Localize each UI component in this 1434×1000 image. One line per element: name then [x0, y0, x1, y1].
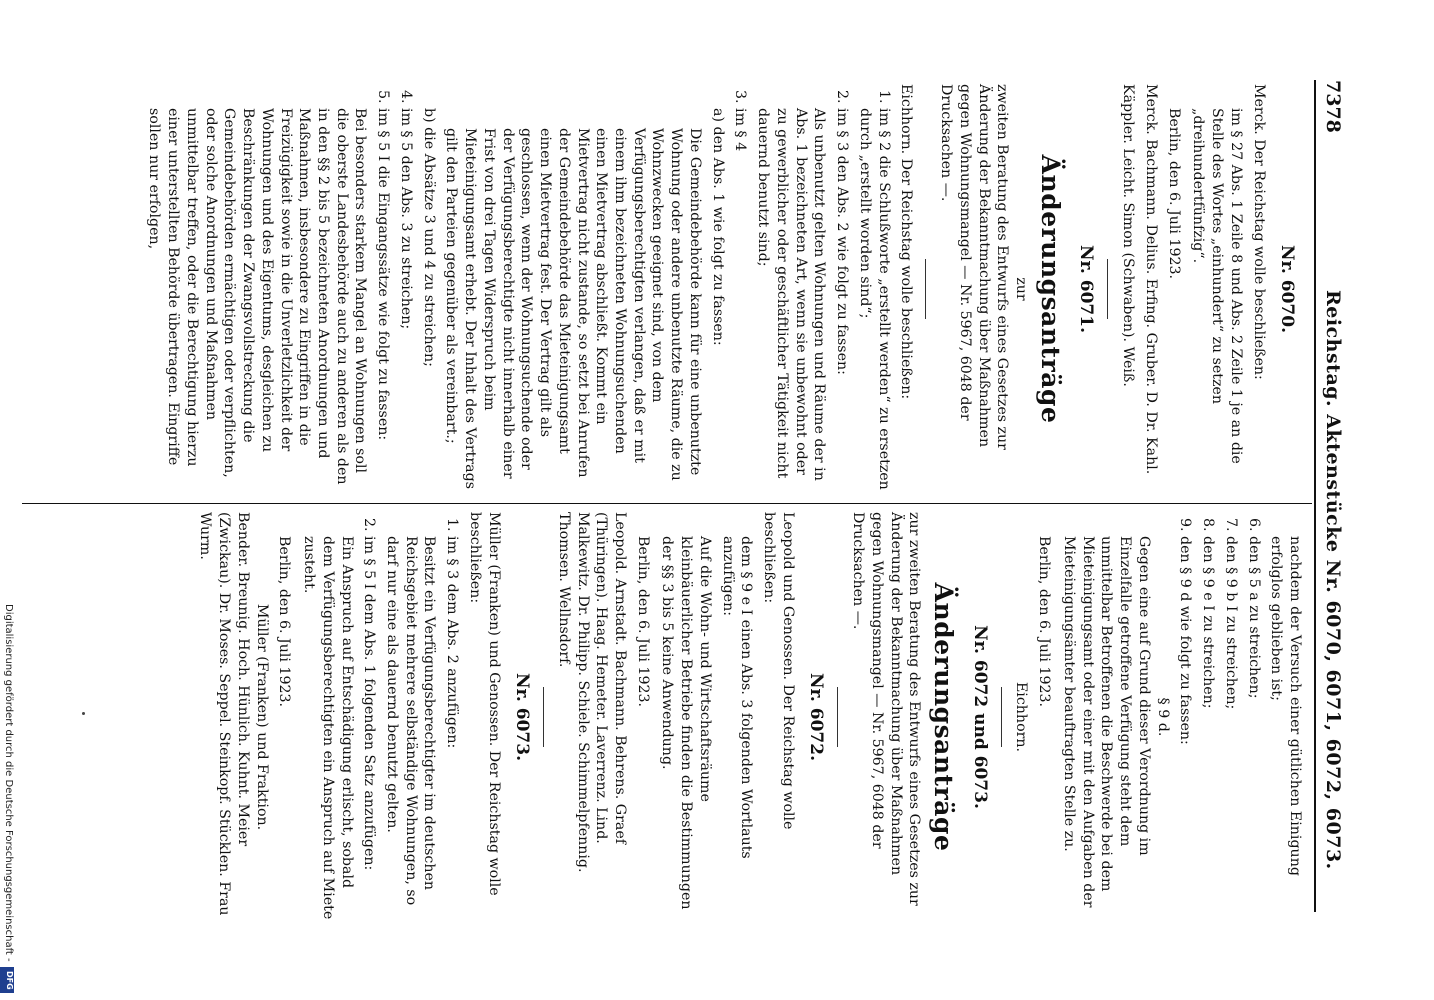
digitization-credit: Digitalisierung gefördert durch die Deutsche Forschungsgemeinschaft -	[3, 604, 14, 962]
page-number: 7378	[1322, 80, 1344, 133]
item9: 9. den § 9 d wie folgt zu fassen:	[1177, 518, 1194, 745]
nr6071-item3: 3. im § 4	[732, 90, 749, 152]
separator	[925, 259, 926, 319]
nr6071-item5: 5. im § 5 I die Eingangssätze wie folgt zu fassen:	[375, 90, 392, 441]
nr6070-title: Nr. 6070.	[1277, 244, 1297, 333]
page-header	[1318, 80, 1344, 900]
nr6072-6073-subject: zur zweiten Beratung des Entwurfs eines Gesetzes zur Änderung der Bekanntmachung über Maßnahmen gegen Wohnungsmangel — Nr. 5967, 6048 der Drucksachen —.	[850, 512, 923, 906]
nr6071-intro: Eichhorn. Der Reichstag wolle beschließen:	[898, 84, 915, 400]
left-column	[141, 84, 1304, 494]
item6: 6. den § 5 a zu streichen;	[1245, 518, 1262, 699]
nr6071-subject: zweiten Beratung des Entwurfs eines Gesetzes zur Änderung der Bekanntmachung über Maßnahmen gegen Wohnungsmangel — Nr. 5967, 6048 der Drucksachen —.	[938, 84, 1011, 450]
paragraph-9d-text: Gegen eine auf Grund dieser Verordnung im Einzelfalle getroffene Verfügung steht dem unmittelbar Betroffenen die Beschwerde bei dem Mieteinigungsamt oder einer mit den Aufgaben der Mieteinigungsämter beauftragten Stelle zu.	[1060, 536, 1152, 908]
nr6071-item2: 2. im § 3 den Abs. 2 wie folgt zu fassen:	[834, 90, 851, 375]
nr6073-intro: Müller (Franken) und Genossen. Der Reichstag wolle beschließen:	[466, 512, 502, 896]
column-divider	[22, 503, 1312, 504]
nr6073-item2-text: Ein Anspruch auf Entschädigung erlischt, sobald dem Verfügungsberechtigten ein Anspruch auf Miete zusteht.	[301, 536, 355, 920]
nr6072-signers: Leopold. Arnstadt. Bachmann. Behrens. Graef (Thüringen). Haag. Hemeter. Laverrenz. Lind. Malkewitz. Dr. Philipp. Schiele. Schimmelpfennig. Thomsen. Wellnsdorf.	[555, 512, 629, 873]
nr6070-text: im § 27 Abs. 1 Zeile 8 und Abs. 2 Zeile 1 je an die Stelle des Wortes „einhundert“ zu setzen „dreihundertfünfzig“.	[1190, 108, 1244, 464]
nr6073-item1: 1. im § 3 dem Abs. 2 anzufügen:	[444, 518, 461, 749]
nr6071-heading: Änderungsanträge	[1035, 154, 1065, 424]
scan-speck	[82, 712, 85, 715]
nr6072-text: dem § 9 e I einen Abs. 3 folgenden Wortlauts anzufügen:	[719, 536, 755, 859]
dfg-logo: DFG	[0, 967, 14, 993]
nr6071-item2-text: Als unbenutzt gelten Wohnungen und Räume der in Abs. 1 bezeichneten Art, wenn sie unbewohnt oder zu gewerblicher oder geschäftlicher Tätigkeit nicht dauernd benutzt sind;	[755, 108, 828, 481]
continuation-text: nachdem der Versuch einer gütlichen Einigung erfolglos geblieben ist;	[1268, 536, 1303, 876]
nr6073-date: Berlin, den 6. Juli 1923.	[276, 536, 293, 708]
paragraph-9d-heading: § 9 d.	[1154, 697, 1171, 737]
separator	[543, 687, 544, 747]
eichhorn-date: Berlin, den 6. Juli 1923.	[1036, 536, 1053, 708]
nr6071-item5-text: Bei besonders starkem Mangel an Wohnungen soll die oberste Landesbehörde auch zu anderen als den in den §§ 2 bis 5 bezeichneten Anordnungen und Maßnahmen, insbesondere zu Eingriffen in die Freizügigkeit sowie in die Unverletzlichkeit der Wohnungen und des Eigentums, desgleichen zu Beschränkungen der Zwangsvollstreckung die Gemeindebehörden ermächtigen oder verpflichten, oder solche Anordnungen und Maßnahmen unmittelbar treffen, oder die Berechtigung hierzu einer unterstellten Behörde übertragen. Eingriffe sollen nur erfolgen,	[146, 108, 369, 485]
nr6072-date: Berlin, den 6. Juli 1923.	[634, 536, 651, 708]
nr6072-title: Nr. 6072.	[806, 672, 827, 761]
nr6072-6073-title: Nr. 6072 und 6073.	[969, 625, 990, 809]
item8: 8. den § 9 e I zu streichen;	[1200, 518, 1217, 709]
nr6071-title: Nr. 6071.	[1076, 244, 1097, 333]
nr6071-item3a-text: Die Gemeindebehörde kann für eine unbenutzte Wohnung oder andere unbenutzte Räume, die zu Wohnzwecken geeignet sind, von dem Verfügungsberechtigten verlangen, daß er mit einem ihm bezeichneten Wohnungsuchenden einen Mietvertrag abschließt. Kommt ein Mietvertrag nicht zustande, so setzt bei Anrufen der Gemeindebehörde das Mieteinigungsamt einen Mietvertrag fest. Der Vertrag gilt als geschlossen, wenn der Wohnungsuchende oder der Verfügungsberechtigte nicht innerhalb einer Frist von drei Tagen Widerspruch beim Mieteinigungsamt erhebt. Der Inhalt des Vertrags gilt den Parteien gegenüber als vereinbart.;	[443, 128, 703, 489]
nr6072-quote: Auf die Wohn- und Wirtschaftsräume kleinbäuerlicher Betriebe finden die Bestimmungen der §§ 3 bis 5 keine Anwendung.	[659, 536, 713, 910]
separator	[1107, 259, 1108, 319]
nr6071-item3b: b) die Absätze 3 und 4 zu streichen;	[420, 108, 437, 367]
eichhorn-signature: Eichhorn.	[1013, 681, 1030, 753]
nr6070-intro: Merck. Der Reichstag wolle beschließen:	[1250, 84, 1267, 380]
nr6073-signers: Bender. Breunig. Hoch. Hünlich. Kuhnt. Meier (Zwickau). Dr. Moses. Seppel. Steinkopf. Stücklen. Frau Wurm.	[197, 512, 251, 916]
nr6071-zur: zur	[1012, 277, 1029, 301]
nr6073-signature: Müller (Franken) und Fraktion.	[253, 603, 270, 831]
nr6071-item1: 1. im § 2 die Schlußworte „erstellt werden“ zu ersetzen durch „erstellt worden sind“;	[856, 90, 892, 490]
nr6073-item2: 2. im § 5 I dem Abs. 1 folgenden Satz anzufügen:	[361, 518, 378, 871]
nr6073-item1-text: Besitzt ein Verfügungsberechtigter im deutschen Reichsgebiet mehrere selbständige Wohnungen, so darf nur eine als dauernd benutzt gelten.	[383, 536, 438, 906]
nr6072-intro: Leopold und Genossen. Der Reichstag wolle beschließen:	[761, 512, 796, 830]
item7: 7. den § 9 b I zu streichen;	[1222, 518, 1239, 710]
nr6071-item4: 4. im § 5 den Abs. 3 zu streichen;	[397, 90, 414, 330]
header-rule	[1314, 80, 1316, 912]
nr6073-title: Nr. 6073.	[512, 672, 533, 761]
nr6070-signers-1: Merck. Bachmann. Delius. Erfing. Gruber. D. Dr. Kahl.	[1142, 84, 1159, 475]
running-title: Reichstag. Aktenstücke Nr. 6070, 6071, 6072, 6073.	[1322, 290, 1344, 870]
right-column	[192, 512, 1304, 922]
separator	[1001, 687, 1002, 747]
nr6071-item3a: a) den Abs. 1 wie folgt zu fassen:	[709, 108, 726, 346]
separator	[837, 687, 838, 747]
nr6072-6073-heading: Änderungsanträge	[929, 582, 959, 852]
nr6070-signers-2: Käppler. Leicht. Simon (Schwaben). Weiß.	[1120, 84, 1137, 387]
nr6070-date: Berlin, den 6. Juli 1923.	[1165, 108, 1182, 280]
